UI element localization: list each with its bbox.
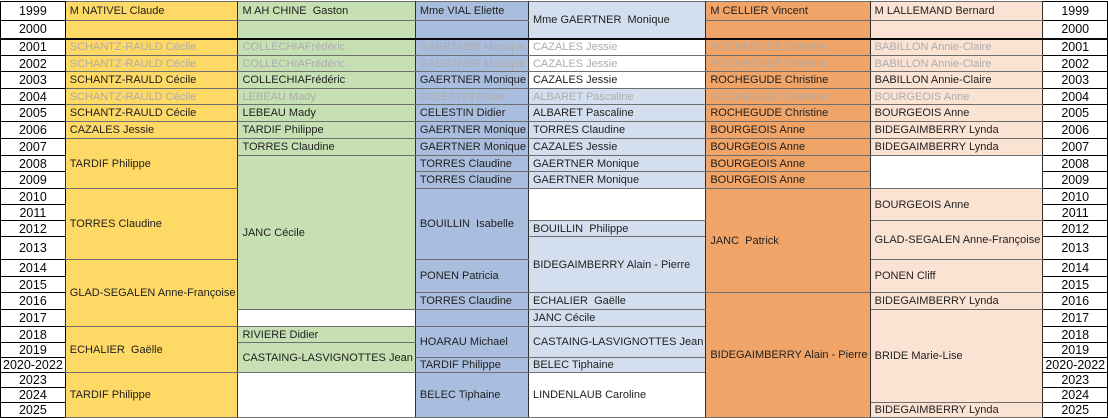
mandate-col-1-cell[interactable] <box>65 21 238 39</box>
years-left-cell[interactable]: 2010 <box>1 189 66 205</box>
timeline-table <box>0 1 1108 418</box>
years-right-cell[interactable]: 2019 <box>1043 343 1108 358</box>
mandate-col-2-cell[interactable]: TORRES Claudine <box>238 139 415 156</box>
mandate-col-5-cell[interactable]: M CELLIER Vincent <box>706 2 870 21</box>
years-right-cell[interactable]: 2008 <box>1043 156 1108 172</box>
mandate-col-4-cell[interactable]: LINDENLAUB Caroline <box>528 373 705 418</box>
mandate-col-4-cell[interactable]: BELEC Tiphaine <box>528 358 705 373</box>
mandate-col-2-cell[interactable]: CASTAING-LASVIGNOTTES Jean <box>238 343 415 373</box>
mandate-col-3-cell[interactable]: GAERTNER Monique <box>415 122 528 139</box>
mandate-col-6-cell[interactable]: BIDEGAIMBERRY Lynda <box>870 122 1043 139</box>
years-right-cell[interactable]: 2025 <box>1043 403 1108 418</box>
years-right-cell[interactable]: 1999 <box>1043 2 1108 21</box>
years-right-cell[interactable]: 2012 <box>1043 221 1108 237</box>
mandate-col-4-cell[interactable]: CAZALES Jessie <box>528 72 705 89</box>
mandate-col-6-cell[interactable]: GLAD-SEGALEN Anne-Françoise <box>870 221 1043 260</box>
years-left-cell[interactable]: 2025 <box>1 403 66 418</box>
mandate-col-1-cell[interactable]: SCHANTZ-RAULD Cécile <box>65 56 238 72</box>
mandate-col-6-cell[interactable]: BIDEGAIMBERRY Lynda <box>870 139 1043 156</box>
mandate-col-4-cell[interactable]: ALBARET Pascaline <box>528 89 705 105</box>
mandate-col-3-cell[interactable]: TARDIF Philippe <box>415 358 528 373</box>
mandate-col-1-cell[interactable]: SCHANTZ-RAULD Cécile <box>65 72 238 89</box>
years-left-cell[interactable]: 2003 <box>1 72 66 89</box>
years-right-cell[interactable]: 2000 <box>1043 21 1108 39</box>
years-right-cell[interactable]: 2009 <box>1043 172 1108 189</box>
years-right-cell[interactable]: 2024 <box>1043 388 1108 403</box>
mandate-col-3-cell[interactable]: GAERTNER Monique <box>415 72 528 89</box>
mandate-col-5-cell[interactable]: JANC Patrick <box>706 189 870 293</box>
mandate-col-1-cell[interactable]: SCHANTZ-RAULD Cécile <box>65 105 238 122</box>
mandate-col-3-cell[interactable]: BOUILLIN Isabelle <box>415 189 528 260</box>
mandate-col-1-cell[interactable]: SCHANTZ-RAULD Cécile <box>65 39 238 56</box>
mandate-col-5-cell[interactable]: BOURGEOIS Anne <box>706 122 870 139</box>
timeline-row <box>1 39 1108 56</box>
mandate-col-6-cell[interactable] <box>870 156 1043 189</box>
years-right-cell[interactable]: 2004 <box>1043 89 1108 105</box>
years-left-cell[interactable]: 2008 <box>1 156 66 172</box>
years-right-cell[interactable]: 2016 <box>1043 293 1108 310</box>
years-left-cell[interactable]: 2004 <box>1 89 66 105</box>
mandate-col-5-cell[interactable]: ROCHEGUDE Christine <box>706 89 870 105</box>
mandate-col-2-cell[interactable]: COLLECHIAFrédéric <box>238 39 415 56</box>
years-right-cell[interactable]: 2007 <box>1043 139 1108 156</box>
timeline-row <box>1 89 1108 105</box>
mandate-col-4-cell[interactable]: BIDEGAIMBERRY Alain - Pierre <box>528 237 705 293</box>
mandate-col-4-cell[interactable]: JANC Cécile <box>528 310 705 327</box>
mandate-col-2-cell[interactable]: LEBEAU Mady <box>238 89 415 105</box>
years-left-cell[interactable]: 2019 <box>1 343 66 358</box>
mandate-col-2-cell[interactable]: RIVIERE Didier <box>238 327 415 343</box>
years-left-cell[interactable]: 2020-2022 <box>1 358 66 373</box>
mandate-col-3-cell[interactable]: CELESTIN Didier <box>415 89 528 105</box>
years-left-cell[interactable]: 2016 <box>1 293 66 310</box>
mandate-col-6-cell[interactable]: BIDEGAIMBERRY Lynda <box>870 403 1043 418</box>
years-right-cell[interactable]: 2005 <box>1043 105 1108 122</box>
years-right-cell[interactable]: 2006 <box>1043 122 1108 139</box>
years-left-cell[interactable]: 2013 <box>1 237 66 260</box>
years-left-cell[interactable]: 2012 <box>1 221 66 237</box>
mandate-col-6-cell[interactable]: BRIDE Marie-Lise <box>870 310 1043 403</box>
years-left-cell[interactable]: 2006 <box>1 122 66 139</box>
years-left-cell[interactable]: 2005 <box>1 105 66 122</box>
years-left-cell[interactable]: 2024 <box>1 388 66 403</box>
mandate-col-1-cell[interactable]: TORRES Claudine <box>65 189 238 260</box>
mandate-col-4-cell[interactable]: CAZALES Jessie <box>528 139 705 156</box>
mandate-col-1-cell[interactable]: GLAD-SEGALEN Anne-Françoise <box>65 260 238 327</box>
years-left-cell[interactable]: 2018 <box>1 327 66 343</box>
mandate-col-2-cell[interactable]: TARDIF Philippe <box>238 122 415 139</box>
timeline-row <box>1 72 1108 89</box>
mandate-col-5-cell[interactable]: ROCHEGUDE Christine <box>706 105 870 122</box>
years-right-cell[interactable]: 2018 <box>1043 327 1108 343</box>
mandate-col-3-cell[interactable]: GAERTNER Monique <box>415 139 528 156</box>
mandate-col-4-cell[interactable]: Mme GAERTNER Monique <box>528 2 705 39</box>
years-left-cell[interactable]: 2017 <box>1 310 66 327</box>
years-right-cell[interactable]: 2010 <box>1043 189 1108 205</box>
timeline-row <box>1 139 1108 156</box>
mandate-col-2-cell[interactable] <box>238 21 415 39</box>
mandate-col-3-cell[interactable]: TORRES Claudine <box>415 156 528 172</box>
years-left-cell[interactable]: 2023 <box>1 373 66 388</box>
mandate-col-3-cell[interactable]: CELESTIN Didier <box>415 105 528 122</box>
mandate-col-3-cell[interactable]: BELEC Tiphaine <box>415 373 528 418</box>
years-right-cell[interactable]: 2001 <box>1043 39 1108 56</box>
mandate-col-4-cell[interactable]: CAZALES Jessie <box>528 56 705 72</box>
mandate-col-4-cell[interactable] <box>528 189 705 221</box>
years-right-cell[interactable]: 2023 <box>1043 373 1108 388</box>
years-right-cell[interactable]: 2011 <box>1043 205 1108 221</box>
mandate-col-3-cell[interactable]: TORRES Claudine <box>415 172 528 189</box>
mandate-col-2-cell[interactable] <box>238 373 415 418</box>
mandate-col-4-cell[interactable]: GAERTNER Monique <box>528 156 705 172</box>
mandate-col-5-cell[interactable]: ROCHEGUDE Christine <box>706 56 870 72</box>
mandate-col-3-cell[interactable]: PONEN Patricia <box>415 260 528 293</box>
years-right-cell[interactable]: 2014 <box>1043 260 1108 277</box>
mandate-col-3-cell[interactable]: TORRES Claudine <box>415 293 528 310</box>
mandate-col-5-cell[interactable]: ROCHEGUDE Christine <box>706 39 870 56</box>
years-right-cell[interactable]: 2017 <box>1043 310 1108 327</box>
mandate-col-3-cell[interactable]: GAERTNER Monique <box>415 56 528 72</box>
years-left-cell[interactable]: 1999 <box>1 2 66 21</box>
mandate-col-2-cell[interactable]: COLLECHIAFrédéric <box>238 72 415 89</box>
mandate-col-3-cell[interactable] <box>415 310 528 327</box>
mandate-col-1-cell[interactable]: CAZALES Jessie <box>65 122 238 139</box>
mandate-col-1-cell[interactable]: ECHALIER Gaëlle <box>65 327 238 373</box>
mandate-col-4-cell[interactable]: CAZALES Jessie <box>528 39 705 56</box>
years-right-cell[interactable]: 2002 <box>1043 56 1108 72</box>
mandate-col-4-cell[interactable]: GAERTNER Monique <box>528 172 705 189</box>
mandate-col-2-cell[interactable]: JANC Cécile <box>238 156 415 310</box>
mandate-col-3-cell[interactable]: Mme VIAL Eliette <box>415 2 528 21</box>
mandate-col-6-cell[interactable]: BABILLON Annie-Claire <box>870 72 1043 89</box>
mandate-col-5-cell[interactable]: BOURGEOIS Anne <box>706 172 870 189</box>
years-left-cell[interactable]: 2007 <box>1 139 66 156</box>
mandate-col-5-cell[interactable]: ROCHEGUDE Christine <box>706 72 870 89</box>
mandate-col-5-cell[interactable]: BIDEGAIMBERRY Alain - Pierre <box>706 293 870 418</box>
years-left-cell[interactable]: 2001 <box>1 39 66 56</box>
mandate-col-4-cell[interactable]: BOUILLIN Philippe <box>528 221 705 237</box>
mandate-col-1-cell[interactable]: TARDIF Philippe <box>65 373 238 418</box>
mandate-col-4-cell[interactable]: ECHALIER Gaëlle <box>528 293 705 310</box>
mandate-col-6-cell[interactable]: PONEN Cliff <box>870 260 1043 293</box>
mandate-col-6-cell[interactable] <box>870 21 1043 39</box>
mandate-col-1-cell[interactable]: TARDIF Philippe <box>65 139 238 189</box>
timeline-row <box>1 122 1108 139</box>
mandate-col-6-cell[interactable]: BOURGEOIS Anne <box>870 89 1043 105</box>
years-right-cell[interactable]: 2015 <box>1043 277 1108 293</box>
years-left-cell[interactable]: 2014 <box>1 260 66 277</box>
mandate-col-6-cell[interactable]: BIDEGAIMBERRY Lynda <box>870 293 1043 310</box>
mandate-col-5-cell[interactable] <box>706 21 870 39</box>
mandate-col-3-cell[interactable]: GAERTNER Monique <box>415 39 528 56</box>
years-left-cell[interactable]: 2009 <box>1 172 66 189</box>
years-right-cell[interactable]: 2003 <box>1043 72 1108 89</box>
mandate-col-6-cell[interactable]: BABILLON Annie-Claire <box>870 39 1043 56</box>
mandate-col-1-cell[interactable]: SCHANTZ-RAULD Cécile <box>65 89 238 105</box>
timeline-row <box>1 56 1108 72</box>
timeline-row <box>1 105 1108 122</box>
mandate-col-2-cell[interactable]: LEBEAU Mady <box>238 105 415 122</box>
mandate-col-6-cell[interactable]: BOURGEOIS Anne <box>870 105 1043 122</box>
mandate-col-5-cell[interactable]: BOURGEOIS Anne <box>706 156 870 172</box>
timeline-row <box>1 189 1108 205</box>
mandate-col-4-cell[interactable]: CASTAING-LASVIGNOTTES Jean <box>528 327 705 358</box>
years-left-cell[interactable]: 2011 <box>1 205 66 221</box>
mandate-col-6-cell[interactable]: M LALLEMAND Bernard <box>870 2 1043 21</box>
years-right-cell[interactable]: 2013 <box>1043 237 1108 260</box>
timeline-row <box>1 2 1108 21</box>
mandate-col-4-cell[interactable]: ALBARET Pascaline <box>528 105 705 122</box>
mandate-col-6-cell[interactable]: BOURGEOIS Anne <box>870 189 1043 221</box>
mandate-col-2-cell[interactable]: COLLECHIAFrédéric <box>238 56 415 72</box>
mandate-col-4-cell[interactable]: TORRES Claudine <box>528 122 705 139</box>
mandate-col-3-cell[interactable] <box>415 21 528 39</box>
years-left-cell[interactable]: 2002 <box>1 56 66 72</box>
mandate-col-2-cell[interactable]: M AH CHINE Gaston <box>238 2 415 21</box>
years-left-cell[interactable]: 2000 <box>1 21 66 39</box>
mandate-col-6-cell[interactable]: BABILLON Annie-Claire <box>870 56 1043 72</box>
mandate-col-3-cell[interactable]: HOARAU Michael <box>415 327 528 358</box>
mandate-col-1-cell[interactable]: M NATIVEL Claude <box>65 2 238 21</box>
mandate-col-2-cell[interactable] <box>238 310 415 327</box>
mandate-col-5-cell[interactable]: BOURGEOIS Anne <box>706 139 870 156</box>
years-left-cell[interactable]: 2015 <box>1 277 66 293</box>
years-right-cell[interactable]: 2020-2022 <box>1043 358 1108 373</box>
